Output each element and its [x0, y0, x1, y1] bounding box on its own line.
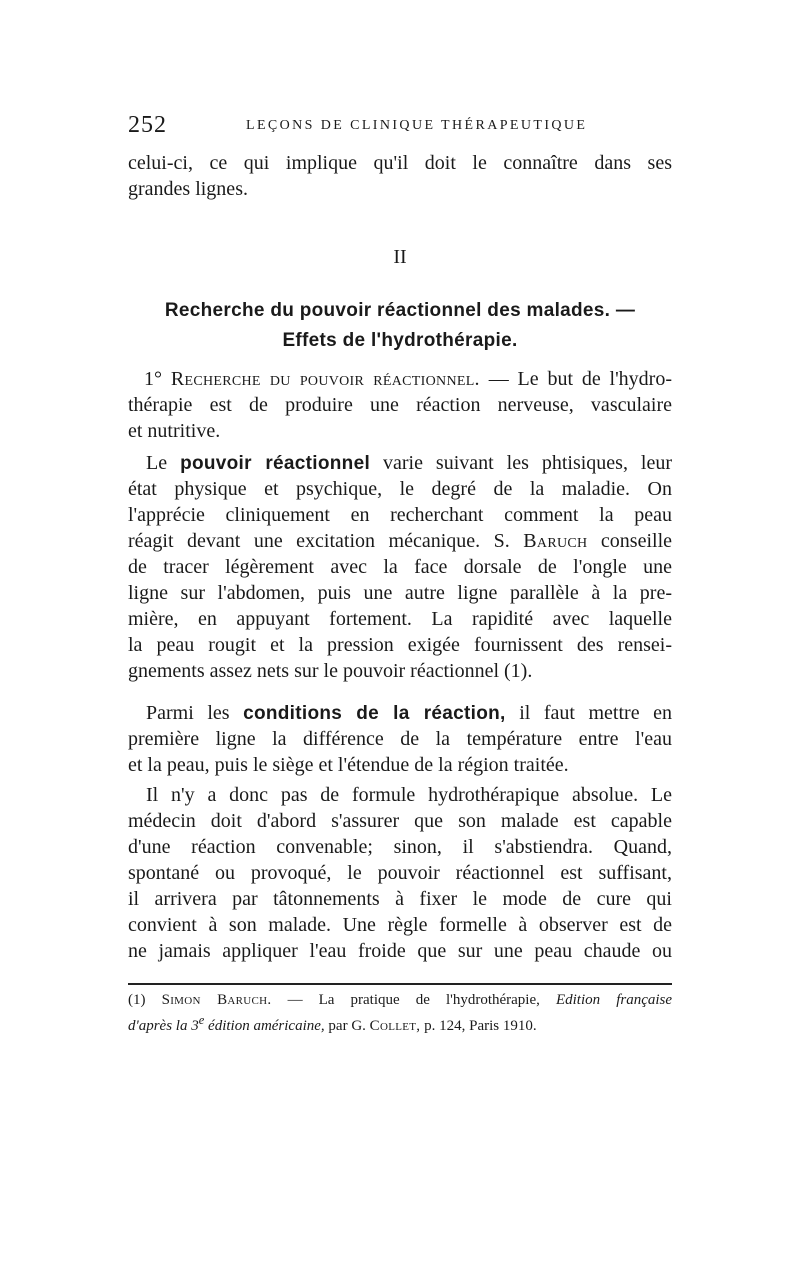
text-line: convient à son malade. Une règle formelle à observer est de — [128, 914, 672, 936]
text-line: ligne sur l'abdomen, puis une autre ligne parallèle à la pre- — [128, 582, 672, 604]
text-line: première ligne la différence de la température entre l'eau — [128, 728, 672, 750]
paragraph-marker: 1° — [144, 368, 162, 390]
text-line: la peau rougit et la pression exigée fournissent des rensei- — [128, 634, 672, 656]
editor-name: Collet, — [369, 1018, 421, 1034]
page-header — [128, 112, 672, 142]
text-line: d'une réaction convenable; sinon, il s'abstiendra. Quand, — [128, 836, 672, 858]
text-line: ne jamais appliquer l'eau froide que sur une peau chaude ou — [128, 940, 672, 962]
text-line: thérapie est de produire une réaction nerveuse, vasculaire — [128, 394, 672, 416]
text-run: Parmi les — [146, 702, 230, 724]
text-line: état physique et psychique, le degré de la maladie. On — [128, 478, 672, 500]
section-heading-line: Effets de l'hydrothérapie. — [282, 330, 518, 351]
text-line: mière, en appuyant fortement. La rapidité avec laquelle — [128, 608, 672, 630]
section-numeral: II — [393, 246, 407, 268]
text-run: Le — [146, 452, 168, 474]
text-run: il faut mettre en — [519, 702, 672, 724]
text-line: Il n'y a donc pas de formule hydrothérapique absolue. Le — [146, 784, 672, 806]
text-line: de tracer légèrement avec la face dorsale de l'ongle une — [128, 556, 672, 578]
page-number: 252 — [128, 112, 167, 138]
footnote-marker: (1) — [128, 992, 146, 1008]
paragraph-formule — [128, 782, 672, 964]
superscript: e — [198, 1013, 205, 1027]
bold-term: pouvoir réactionnel — [180, 453, 371, 474]
text-line: gnements assez nets sur le pouvoir réactionnel (1). — [128, 660, 533, 682]
text-run: — Le but de l'hydro- — [488, 368, 673, 390]
italic-run: édition américaine, — [208, 1018, 325, 1034]
text-line: et nutritive. — [128, 420, 221, 442]
italic-run: Edition française — [555, 992, 673, 1008]
text-run: par G. — [328, 1018, 366, 1034]
running-title: LEÇONS DE CLINIQUE THÉRAPEUTIQUE — [246, 118, 588, 133]
footnote-line — [128, 990, 672, 1010]
text-line — [128, 528, 672, 554]
bold-term: conditions de la réaction, — [243, 703, 506, 724]
paragraph-conditions — [128, 700, 672, 778]
text-line: médecin doit d'abord s'assurer que son malade est capable — [128, 810, 672, 832]
author-name: Baruch — [523, 530, 588, 552]
footnote — [128, 990, 673, 1034]
subsection-title: Recherche du pouvoir réactionnel. — [170, 368, 480, 390]
text-line — [128, 366, 672, 392]
opening-paragraph — [128, 150, 672, 202]
text-line: celui-ci, ce qui implique qu'il doit le connaître dans ses — [128, 152, 672, 174]
footnote-line — [128, 1010, 672, 1034]
text-run: conseille — [600, 530, 673, 552]
text-line: grandes lignes. — [128, 178, 248, 200]
italic-run: d'après la 3 — [128, 1018, 199, 1034]
footnote-author: Simon Baruch. — [161, 992, 272, 1008]
text-run: p. 124, Paris 1910. — [424, 1018, 537, 1034]
text-run: réagit devant une excitation mécanique. S. — [128, 530, 510, 552]
footnote-divider — [128, 983, 672, 985]
text-line — [128, 450, 672, 476]
section-heading-line: Recherche du pouvoir réactionnel des malades. — — [164, 300, 636, 321]
text-run: — La pratique de l'hydrothérapie, — [287, 992, 540, 1008]
text-line: spontané ou provoqué, le pouvoir réactionnel est suffisant, — [128, 862, 672, 884]
text-line: et la peau, puis le siège et l'étendue de la région traitée. — [128, 754, 569, 776]
text-run: varie suivant les phtisiques, leur — [383, 452, 673, 474]
section-heading — [128, 296, 672, 356]
text-line: l'apprécie cliniquement en recherchant comment la peau — [128, 504, 672, 526]
text-line: il arrivera par tâtonnements à fixer le mode de cure qui — [128, 888, 672, 910]
text-line — [128, 700, 672, 726]
paragraph-pouvoir — [128, 450, 672, 684]
paragraph-recherche — [128, 366, 672, 444]
